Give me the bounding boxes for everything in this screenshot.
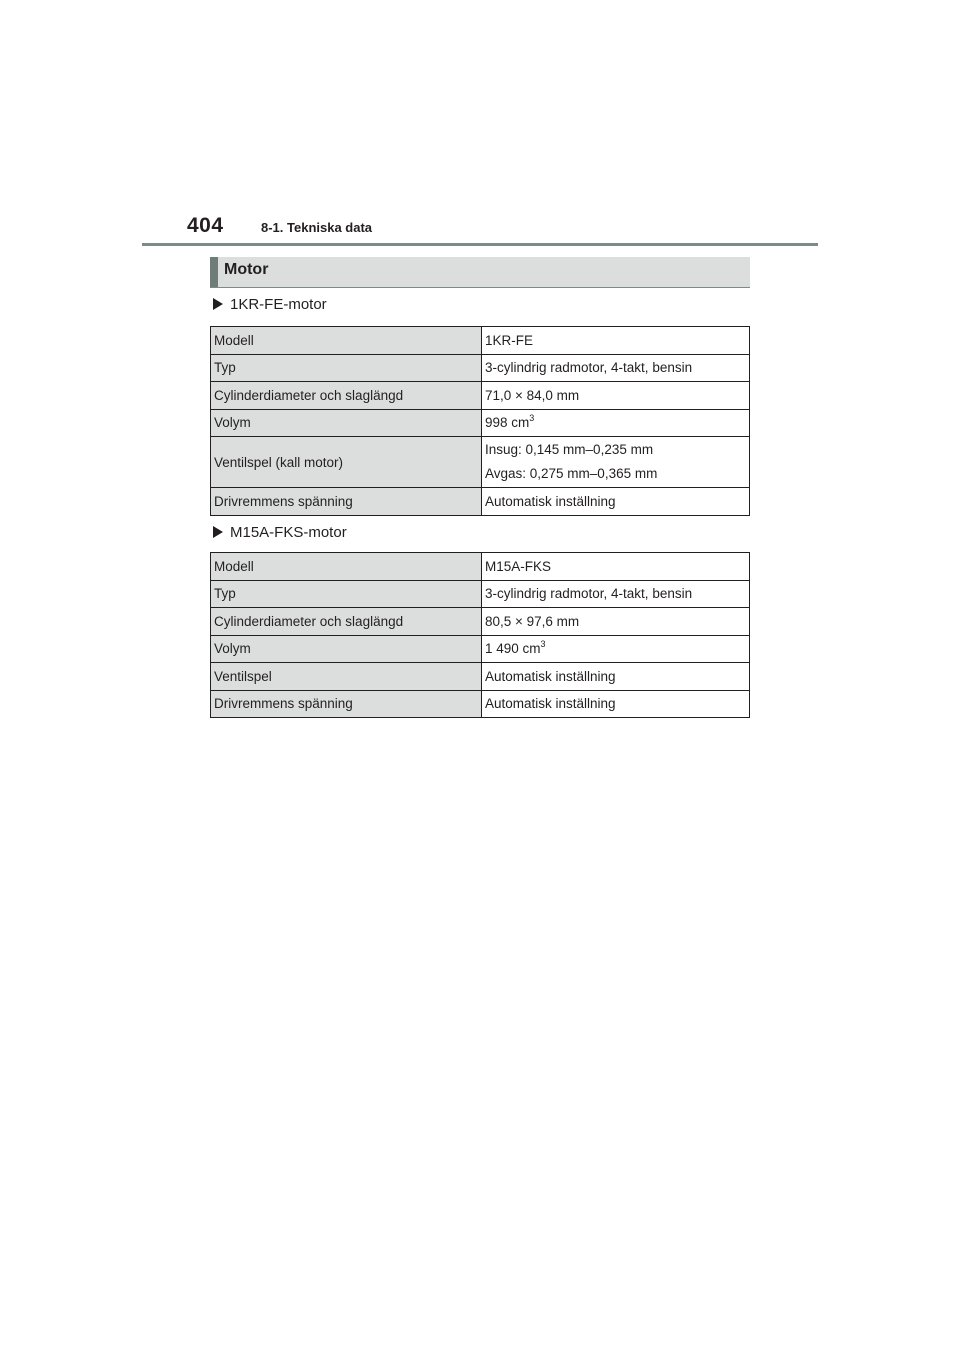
row-value: 80,5 × 97,6 mm: [482, 608, 750, 636]
row-label: Drivremmens spänning: [211, 488, 482, 516]
row-label: Ventilspel: [211, 663, 482, 691]
heading-text: Motor: [224, 261, 269, 278]
row-label: Cylinderdiameter och slaglängd: [211, 382, 482, 410]
row-value: Automatisk inställning: [482, 690, 750, 718]
row-label: Drivremmens spänning: [211, 690, 482, 718]
volume-superscript: 3: [529, 413, 535, 424]
table-row: [211, 663, 750, 691]
table-row: [211, 580, 750, 608]
row-label: Modell: [211, 553, 482, 581]
page-number: 404: [187, 214, 224, 237]
arrow-right-icon: [213, 298, 223, 310]
spec-table-1kr: [210, 326, 750, 516]
table-row: [211, 327, 750, 355]
row-value: 71,0 × 84,0 mm: [482, 382, 750, 410]
engine-title: M15A-FKS-motor: [230, 524, 347, 541]
row-label: Modell: [211, 327, 482, 355]
volume-value: 998 cm: [485, 415, 530, 431]
row-value: Automatisk inställning: [482, 488, 750, 516]
value-line-exhaust: Avgas: 0,275 mm–0,365 mm: [485, 466, 658, 481]
volume-value: 1 490 cm: [485, 641, 541, 657]
table-row: [211, 608, 750, 636]
row-label: Volym: [211, 409, 482, 437]
table-row: [211, 690, 750, 718]
table-row: [211, 635, 750, 663]
row-label: Typ: [211, 354, 482, 382]
row-label: Ventilspel (kall motor): [211, 437, 482, 488]
row-value: 3-cylindrig radmotor, 4-takt, bensin: [482, 580, 750, 608]
row-label: Typ: [211, 580, 482, 608]
row-value: [482, 437, 750, 488]
engine-title: 1KR-FE-motor: [230, 296, 327, 313]
table-row: [211, 488, 750, 516]
heading-accent-bar: [210, 257, 218, 287]
row-value: [482, 409, 750, 437]
row-label: Volym: [211, 635, 482, 663]
table-row: [211, 437, 750, 488]
table-row: [211, 382, 750, 410]
row-value: M15A-FKS: [482, 553, 750, 581]
row-value: 3-cylindrig radmotor, 4-takt, bensin: [482, 354, 750, 382]
row-value: [482, 635, 750, 663]
spec-table-m15a: [210, 552, 750, 718]
arrow-right-icon: [213, 526, 223, 538]
row-value: Automatisk inställning: [482, 663, 750, 691]
table-row: [211, 553, 750, 581]
table-row: [211, 354, 750, 382]
row-value: 1KR-FE: [482, 327, 750, 355]
engine-heading-1kr: [213, 296, 327, 313]
section-heading: [210, 257, 750, 288]
row-label: Cylinderdiameter och slaglängd: [211, 608, 482, 636]
value-line-intake: Insug: 0,145 mm–0,235 mm: [485, 442, 654, 457]
engine-heading-m15a: [213, 524, 347, 541]
volume-superscript: 3: [540, 639, 546, 650]
section-title: 8-1. Tekniska data: [261, 220, 373, 235]
table-row: [211, 409, 750, 437]
header-rule: [142, 243, 818, 246]
